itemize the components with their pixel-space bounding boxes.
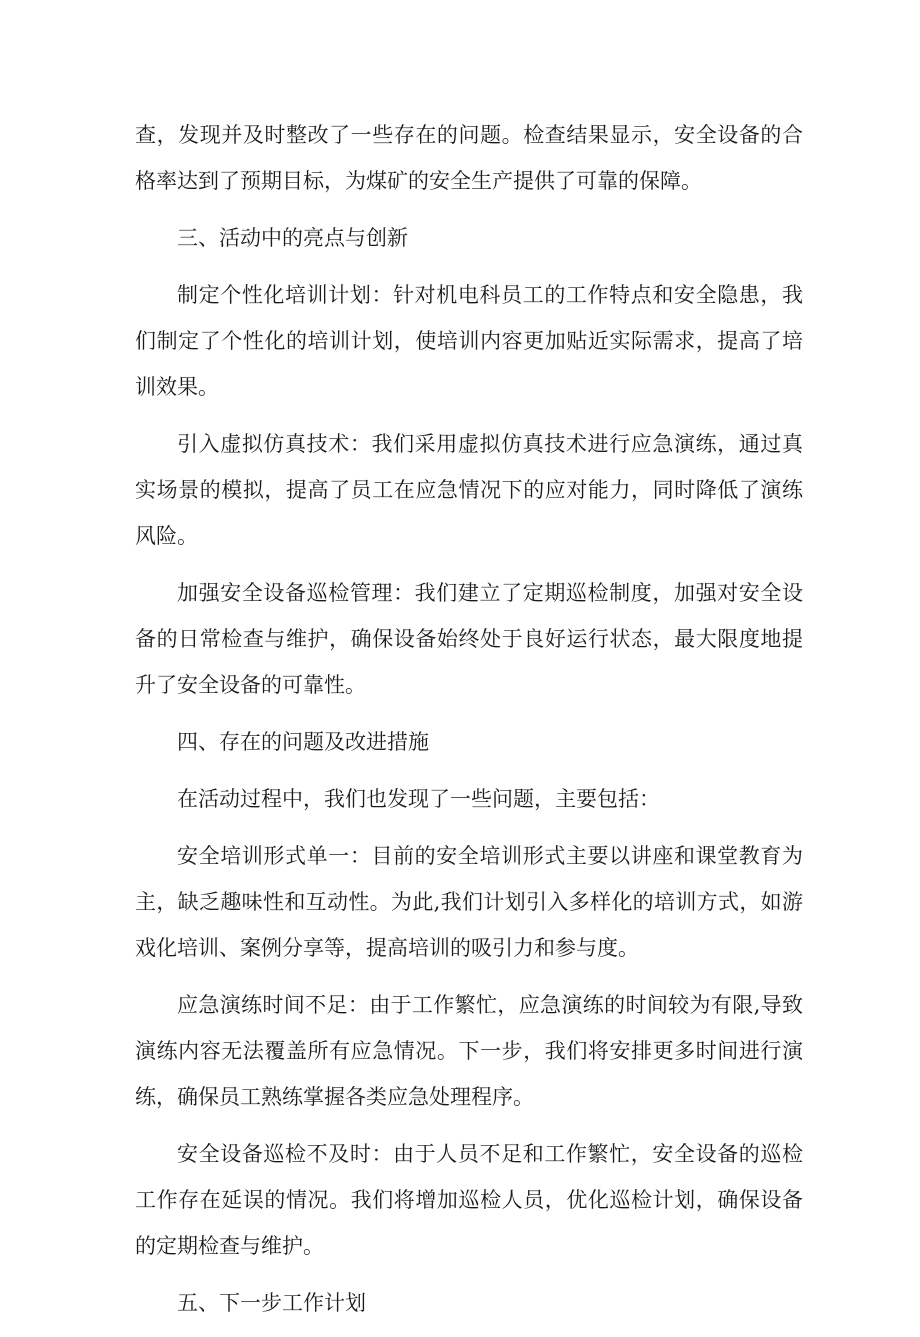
- paragraph-continued: 查，发现并及时整改了一些存在的问题。检查结果显示，安全设备的合格率达到了预期目标，为煤矿的安全生产提供了可靠的保障。: [135, 123, 803, 193]
- section-heading-4: 四、存在的问题及改进措施: [177, 730, 429, 754]
- section-heading-3: 三、活动中的亮点与创新: [177, 226, 408, 250]
- paragraph-virtual-simulation: 引入虚拟仿真技术：我们采用虚拟仿真技术进行应急演练，通过真实场景的模拟，提高了员工在应急情况下的应对能力，同时降低了演练风险。: [135, 432, 803, 548]
- paragraph-inspection-delay: 安全设备巡检不及时：由于人员不足和工作繁忙，安全设备的巡检工作存在延误的情况。我们将增加巡检人员，优化巡检计划，确保设备的定期检查与维护。: [135, 1142, 803, 1258]
- paragraph-problems-intro: 在活动过程中，我们也发现了一些问题，主要包括：: [177, 787, 660, 811]
- section-heading-5: 五、下一步工作计划: [177, 1291, 366, 1315]
- document-body: [135, 112, 803, 1337]
- paragraph-drill-time: 应急演练时间不足：由于工作繁忙，应急演练的时间较为有限,导致演练内容无法覆盖所有应急情况。下一步，我们将安排更多时间进行演练，确保员工熟练掌握各类应急处理程序。: [135, 993, 803, 1109]
- paragraph-equipment-inspection: 加强安全设备巡检管理：我们建立了定期巡检制度，加强对安全设备的日常检查与维护，确保设备始终处于良好运行状态，最大限度地提升了安全设备的可靠性。: [135, 581, 803, 697]
- paragraph-custom-training: 制定个性化培训计划：针对机电科员工的工作特点和安全隐患，我们制定了个性化的培训计划，使培训内容更加贴近实际需求，提高了培训效果。: [135, 283, 803, 399]
- paragraph-training-format: 安全培训形式单一：目前的安全培训形式主要以讲座和课堂教育为主，缺乏趣味性和互动性。为此,我们计划引入多样化的培训方式，如游戏化培训、案例分享等，提高培训的吸引力和参与度。: [135, 844, 803, 960]
